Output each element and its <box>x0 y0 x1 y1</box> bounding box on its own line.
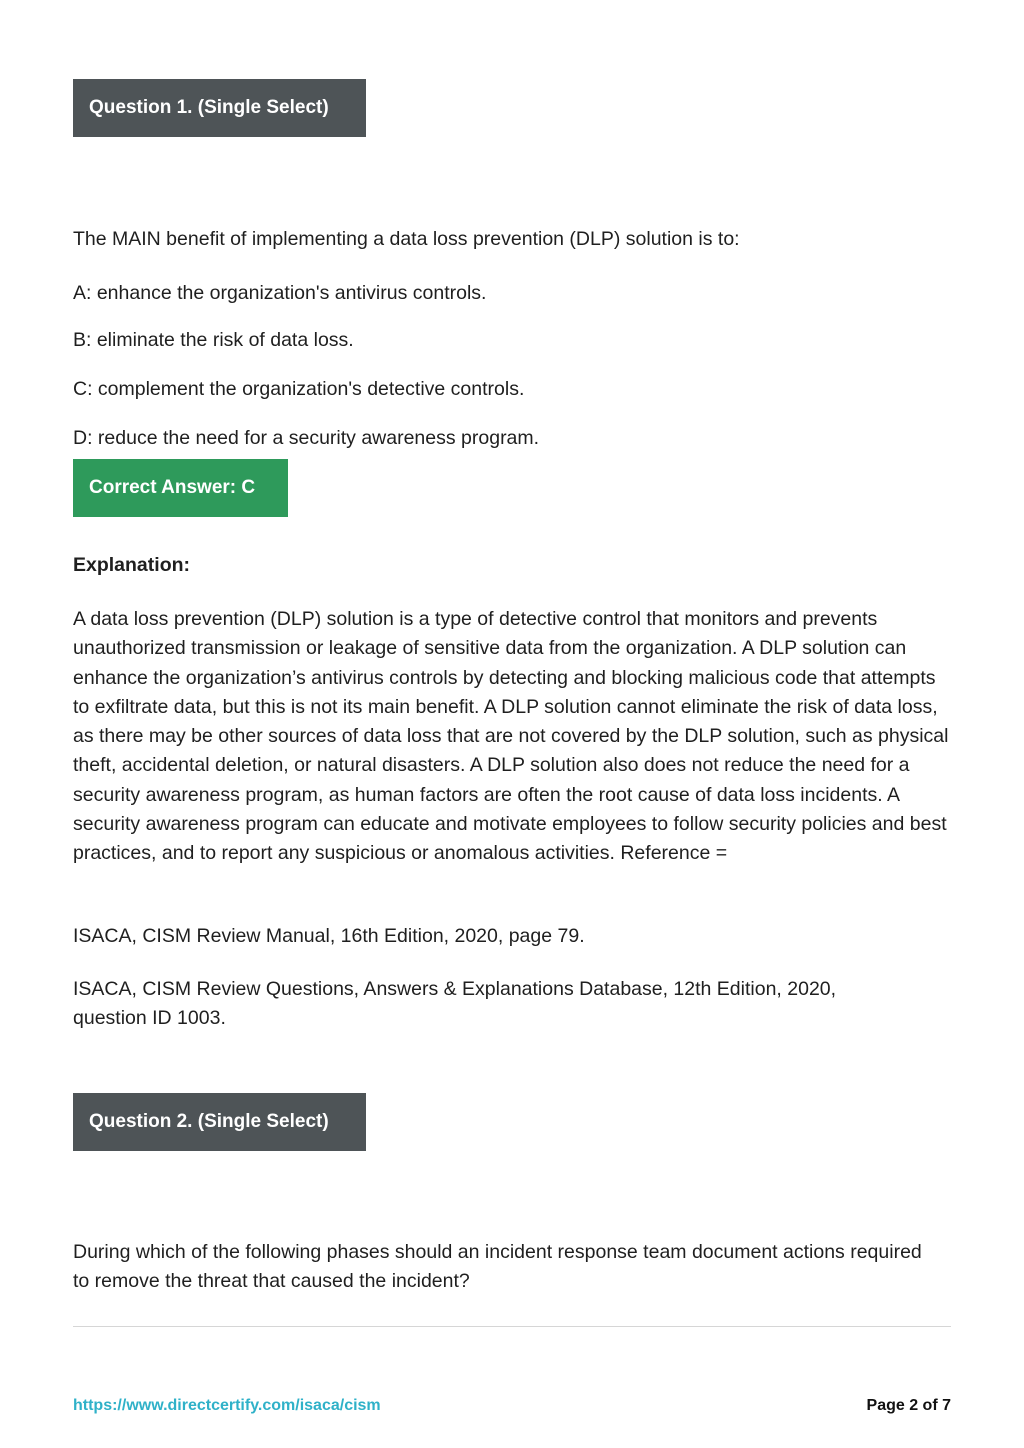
option-d: D: reduce the need for a security awareness program. <box>73 427 540 449</box>
explanation-label: Explanation: <box>73 554 191 576</box>
footer-divider <box>73 1326 951 1327</box>
footer-page-number: Page 2 of 7 <box>866 1397 951 1414</box>
correct-answer-badge: Correct Answer: C <box>73 459 288 517</box>
reference-1: ISACA, CISM Review Manual, 16th Edition, 2020, page 79. <box>73 925 585 947</box>
option-c: C: complement the organization's detective controls. <box>73 378 525 400</box>
question-2-header: Question 2. (Single Select) <box>73 1093 366 1151</box>
reference-2: ISACA, CISM Review Questions, Answers & Explanations Database, 12th Edition, 2020, question ID 1003. <box>73 978 837 1030</box>
question-1-prompt: The MAIN benefit of implementing a data loss prevention (DLP) solution is to: <box>73 228 740 250</box>
question-2-prompt: During which of the following phases should an incident response team document actions required to remove the threat that caused the incident? <box>73 1241 922 1293</box>
footer-url-link[interactable]: https://www.directcertify.com/isaca/cism <box>73 1397 381 1414</box>
option-b: B: eliminate the risk of data loss. <box>73 329 354 351</box>
explanation-text: A data loss prevention (DLP) solution is a type of detective control that monitors and prevents unauthorized transmission or leakage of sensitive data from the organization. A DLP solution can enhance the organization’s antivirus controls by detecting and blocking malicious code that attempts to exfiltrate data, but this is not its main benefit. A DLP solution cannot eliminate the risk of data loss, as there may be other sources of data loss that are not covered by the DLP solution, such as physical theft, accidental deletion, or natural disasters. A DLP solution also does not reduce the need for a security awareness program, as human factors are often the root cause of data loss incidents. A security awareness program can educate and motivate employees to follow security policies and best practices, and to report any suspicious or anomalous activities. Reference = <box>73 608 949 865</box>
option-a: A: enhance the organization's antivirus controls. <box>73 282 487 304</box>
question-1-header: Question 1. (Single Select) <box>73 79 366 137</box>
